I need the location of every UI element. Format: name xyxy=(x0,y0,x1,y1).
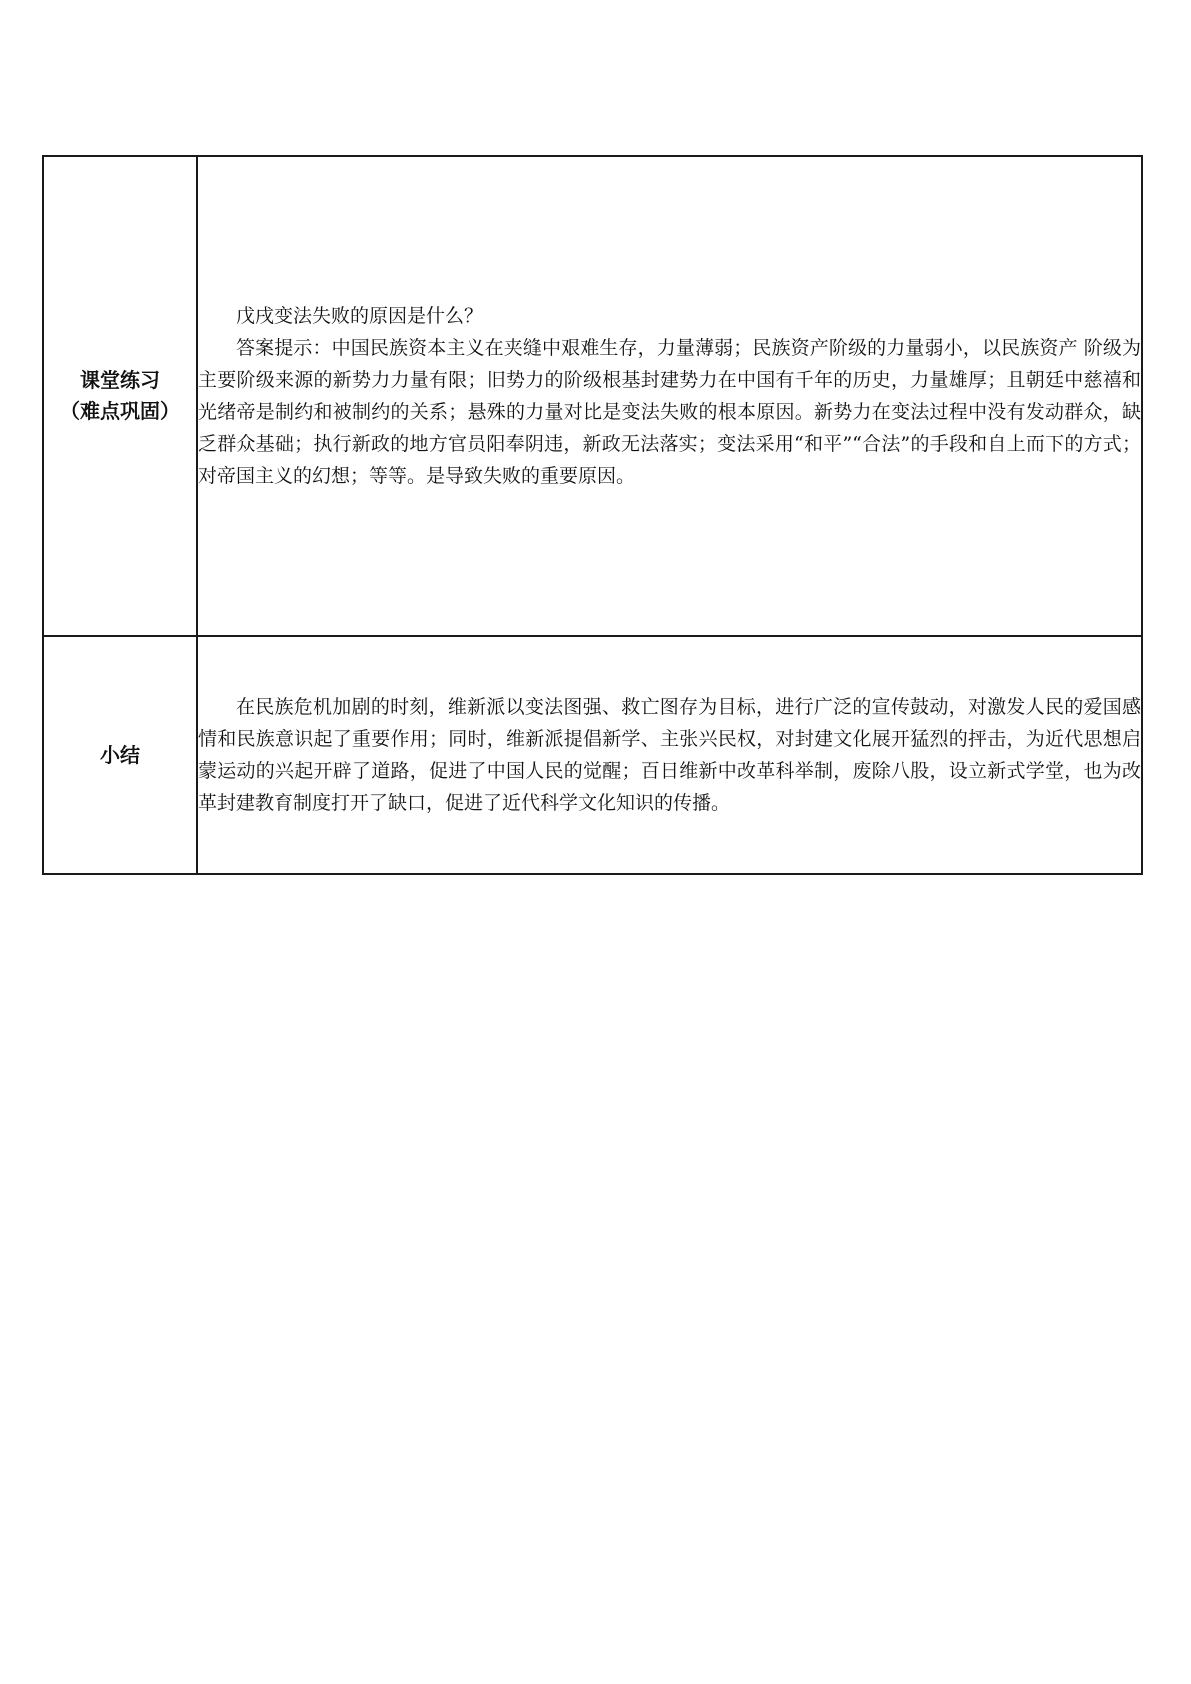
row-label-line: （难点巩固） xyxy=(60,399,180,423)
row-content-summary xyxy=(197,636,1142,874)
exercise-answer: 答案提示：中国民族资本主义在夹缝中艰难生存，力量薄弱；民族资产阶级的力量弱小，以民族资产 阶级为主要阶级来源的新势力力量有限；旧势力的阶级根基封建势力在中国有千年的历史，力量雄厚；且朝廷中慈禧和光绪帝是制约和被制约的关系；悬殊的力量对比是变法失败的根本原因。新势力在变法过程中没有发动群众，缺乏群众基础；执行新政的地方官员阳奉阴违，新政无法落实；变法采用“和平”“合法”的手段和自上而下的方式；对帝国主义的幻想；等等。是导致失败的重要原因。 xyxy=(198,337,1141,487)
lesson-table xyxy=(42,155,1143,875)
row-content-exercise xyxy=(197,156,1142,636)
summary-paragraph: 在民族危机加剧的时刻，维新派以变法图强、救亡图存为目标，进行广泛的宣传鼓动，对激发人民的爱国感情和民族意识起了重要作用；同时，维新派提倡新学、主张兴民权，对封建文化展开猛烈的抨击，为近代思想启蒙运动的兴起开辟了道路，促进了中国人民的觉醒；百日维新中改革科举制，废除八股，设立新式学堂，也为改革封建教育制度打开了缺口，促进了近代科学文化知识的传播。 xyxy=(198,696,1141,814)
row-label-line: 小结 xyxy=(100,742,140,767)
table-row-exercise xyxy=(43,156,1142,636)
exercise-question: 戊戌变法失败的原因是什么？ xyxy=(236,305,484,327)
row-label-summary xyxy=(43,636,197,874)
row-label-exercise xyxy=(43,156,197,636)
row-label-line: 课堂练习 xyxy=(80,368,160,392)
table-row-summary xyxy=(43,636,1142,874)
